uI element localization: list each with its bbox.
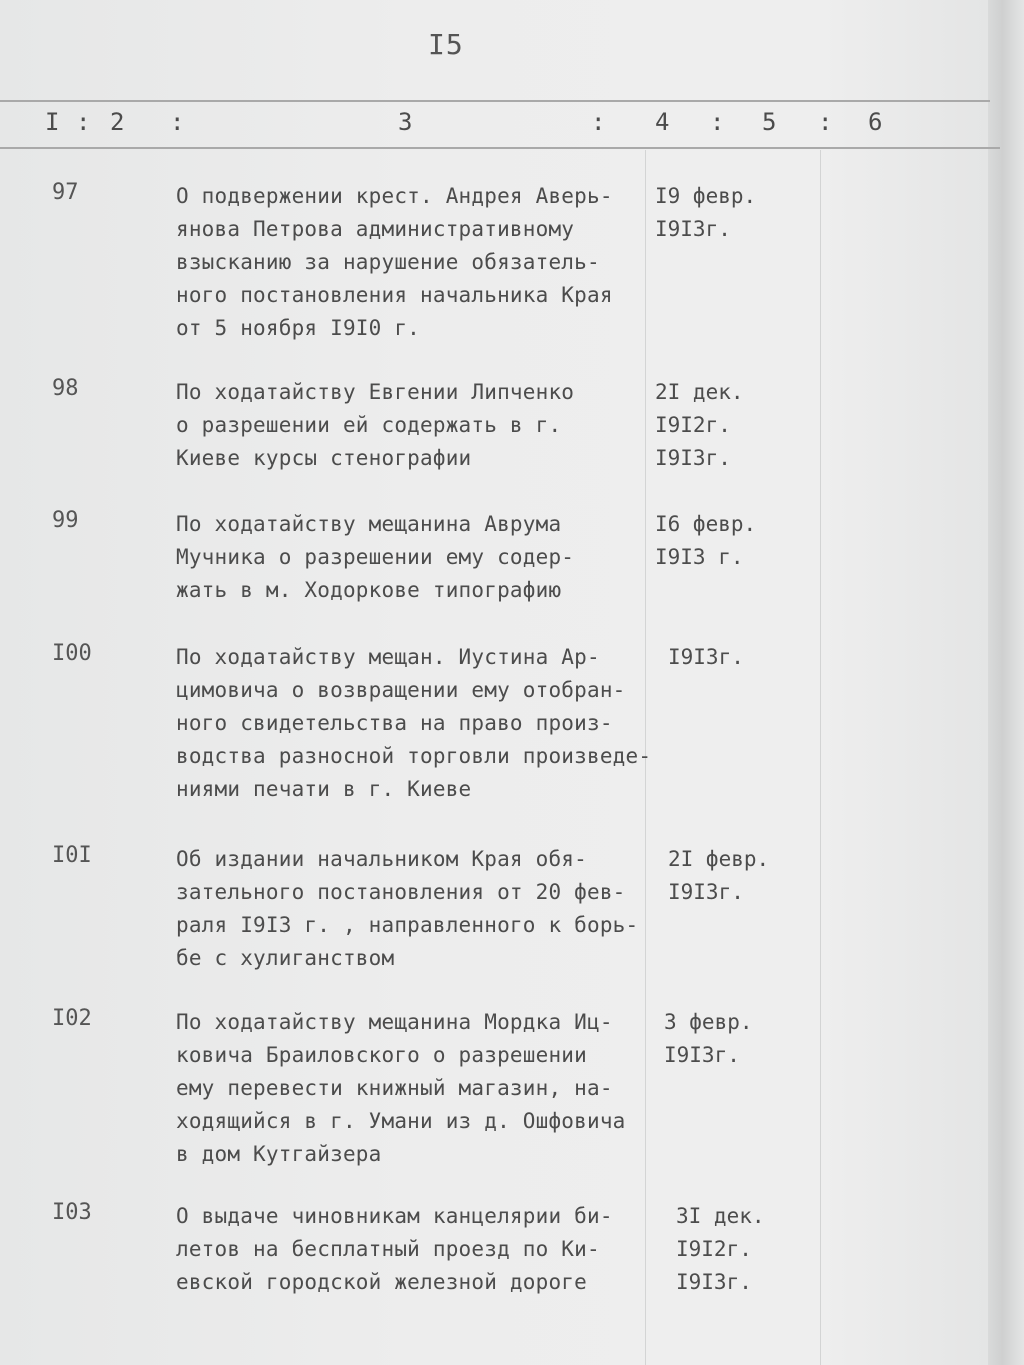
date-line: I6 февр. xyxy=(655,512,757,536)
header-rule-bottom xyxy=(0,147,1000,149)
date-line: I9I3г. xyxy=(676,1270,752,1294)
description-line: раля I9I3 г. , направленного к борь- xyxy=(176,913,639,937)
entry-description xyxy=(176,376,666,475)
description-line: бе с хулиганством xyxy=(176,946,395,970)
description-line: от 5 ноября I9I0 г. xyxy=(176,316,421,340)
header-separator: : xyxy=(76,108,91,136)
date-line: 3 февр. xyxy=(664,1010,753,1034)
header-col-3: 3 xyxy=(398,108,413,136)
description-line: евской городской железной дороге xyxy=(176,1270,587,1294)
description-line: янова Петрова административному xyxy=(176,217,575,241)
description-line: зательного постановления от 20 фев- xyxy=(176,880,626,904)
header-rule-top xyxy=(0,100,990,102)
description-line: цимовича о возвращении ему отобран- xyxy=(176,678,626,702)
entry-date xyxy=(655,180,795,246)
entry-description xyxy=(176,843,666,975)
date-line: I9I3г. xyxy=(668,645,744,669)
header-separator: : xyxy=(591,108,606,136)
table-header-row xyxy=(0,104,1000,144)
entry-date xyxy=(676,1200,816,1299)
entry-date xyxy=(668,843,808,909)
page-number: I5 xyxy=(428,28,464,61)
description-line: ходящийся в г. Умани из д. Ошфовича xyxy=(176,1109,626,1133)
description-line: По ходатайству мещан. Иустина Ар- xyxy=(176,645,600,669)
entry-number: I00 xyxy=(52,641,92,666)
entry-number: 98 xyxy=(52,376,79,401)
description-line: летов на бесплатный проезд по Ки- xyxy=(176,1237,600,1261)
description-line: ковича Браиловского о разрешении xyxy=(176,1043,587,1067)
date-line: 2I дек. xyxy=(655,380,744,404)
entry-description xyxy=(176,1200,666,1299)
date-line: I9I3г. xyxy=(655,217,731,241)
description-line: водства разносной торговли произведе- xyxy=(176,744,652,768)
date-line: I9I3г. xyxy=(668,880,744,904)
entry-number: I0I xyxy=(52,843,92,868)
header-col-4: 4 xyxy=(655,108,670,136)
header-separator: : xyxy=(710,108,725,136)
description-line: ного свидетельства на право произ- xyxy=(176,711,613,735)
entry-date xyxy=(664,1006,804,1072)
column-guide xyxy=(820,150,821,1365)
entry-description xyxy=(176,1006,666,1171)
description-line: По ходатайству мещанина Мордка Иц- xyxy=(176,1010,613,1034)
description-line: По ходатайству мещанина Аврума xyxy=(176,512,562,536)
header-col-1: I xyxy=(45,108,60,136)
date-line: I9I3г. xyxy=(655,446,731,470)
entry-number: 97 xyxy=(52,180,79,205)
description-line: По ходатайству Евгении Липченко xyxy=(176,380,575,404)
header-col-6: 6 xyxy=(868,108,883,136)
description-line: ного постановления начальника Края xyxy=(176,283,613,307)
date-line: I9 февр. xyxy=(655,184,757,208)
description-line: ниями печати в г. Киеве xyxy=(176,777,472,801)
description-line: О выдаче чиновникам канцелярии би- xyxy=(176,1204,613,1228)
date-line: I9I2г. xyxy=(655,413,731,437)
description-line: ему перевести книжный магазин, на- xyxy=(176,1076,613,1100)
entry-description xyxy=(176,508,666,607)
entry-number: 99 xyxy=(52,508,79,533)
date-line: 3I дек. xyxy=(676,1204,765,1228)
description-line: О подвержении крест. Андрея Аверь- xyxy=(176,184,613,208)
header-col-2: 2 xyxy=(110,108,125,136)
description-line: взысканию за нарушение обязатель- xyxy=(176,250,600,274)
entry-date xyxy=(655,508,795,574)
date-line: I9I3г. xyxy=(664,1043,740,1067)
description-line: о разрешении ей содержать в г. xyxy=(176,413,562,437)
entry-description xyxy=(176,180,666,345)
header-separator: : xyxy=(818,108,833,136)
entry-date xyxy=(655,376,795,475)
entry-date xyxy=(668,641,808,674)
description-line: Мучника о разрешении ему содер- xyxy=(176,545,575,569)
description-line: в дом Кутгайзера xyxy=(176,1142,382,1166)
date-line: 2I февр. xyxy=(668,847,770,871)
description-line: жать в м. Ходоркове типографию xyxy=(176,578,562,602)
date-line: I9I2г. xyxy=(676,1237,752,1261)
entry-number: I03 xyxy=(52,1200,92,1225)
entry-number: I02 xyxy=(52,1006,92,1031)
entry-description xyxy=(176,641,666,806)
date-line: I9I3 г. xyxy=(655,545,744,569)
header-col-5: 5 xyxy=(762,108,777,136)
page-edge-shadow xyxy=(988,0,1024,1365)
description-line: Об издании начальником Края обя- xyxy=(176,847,587,871)
header-separator: : xyxy=(170,108,185,136)
description-line: Киеве курсы стенографии xyxy=(176,446,472,470)
